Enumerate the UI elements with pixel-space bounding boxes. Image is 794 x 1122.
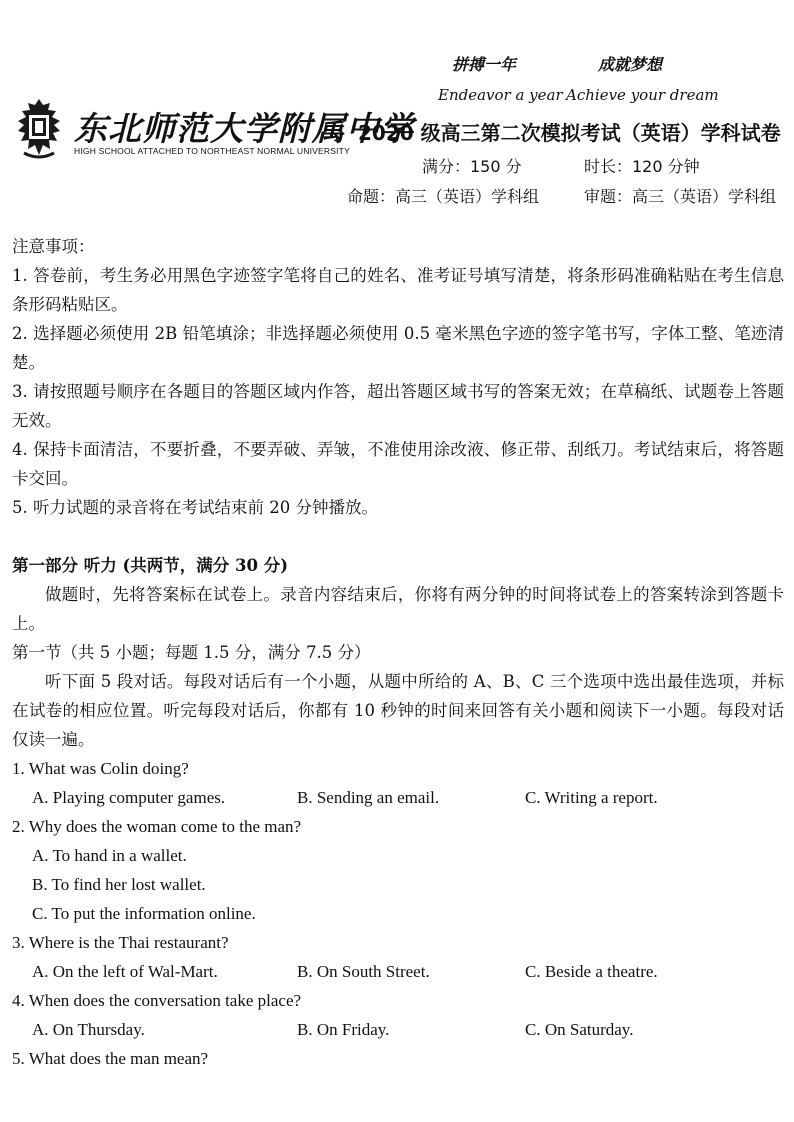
exam-header	[0, 0, 794, 215]
exam-body	[12, 232, 784, 1073]
school-name-cn: 东北师范大学附属中学	[74, 109, 414, 148]
part1-intro: 做题时，先将答案标在试卷上。录音内容结束后，你将有两分钟的时间将试卷上的答案转涂到答题卡上。	[12, 585, 784, 633]
reviewer: 审题：高三（英语）学科组	[584, 187, 777, 206]
question-options	[12, 1015, 784, 1044]
option-a: A. Playing computer games.	[32, 788, 226, 807]
option-b: B. To find her lost wallet.	[32, 875, 206, 894]
section1-intro: 听下面 5 段对话。每段对话后有一个小题，从题中所给的 A、B、C 三个选项中选出最佳选项，并标在试卷的相应位置。听完每段对话后，你都有 10 秒钟的时间来回答有关小题和阅读下一小题。每段对话仅读一遍。	[12, 672, 784, 749]
question-stem: 4. When does the conversation take place?	[12, 991, 302, 1010]
option-c: C. Beside a theatre.	[525, 962, 658, 981]
option-b: B. On Friday.	[297, 1020, 390, 1039]
question-stem: 5. What does the man mean?	[12, 1049, 209, 1068]
section1-heading: 第一节（共 5 小题；每题 1.5 分，满分 7.5 分）	[12, 643, 371, 662]
part1-heading: 第一部分 听力 (共两节，满分 30 分)	[12, 556, 289, 575]
school-name-en: HIGH SCHOOL ATTACHED TO NORTHEAST NORMAL UNIVERSITY	[74, 146, 350, 156]
note-item: 1. 答卷前，考生务必用黑色字迹签字笔将自己的姓名、准考证号填写清楚，将条形码准确粘贴在考生信息条形码粘贴区。	[12, 266, 784, 314]
note-item: 4. 保持卡面清洁，不要折叠，不要弄破、弄皱，不准使用涂改液、修正带、刮纸刀。考试结束后，将答题卡交回。	[12, 440, 784, 488]
option-c: C. To put the information online.	[32, 904, 256, 923]
option-a: A. On Thursday.	[32, 1020, 145, 1039]
spacer	[12, 522, 784, 551]
exam-title: 2020 级高三第二次模拟考试（英语）学科试卷	[358, 121, 781, 145]
question-stem: 3. Where is the Thai restaurant?	[12, 933, 229, 952]
duration: 时长：120 分钟	[584, 157, 700, 176]
question-stem: 2. Why does the woman come to the man?	[12, 817, 302, 836]
question-stem: 1. What was Colin doing?	[12, 759, 189, 778]
question-options	[12, 957, 784, 986]
option-b: B. On South Street.	[297, 962, 430, 981]
motto-right-en: Achieve your dream	[566, 86, 719, 104]
option-a: A. On the left of Wal-Mart.	[32, 962, 218, 981]
option-c: C. Writing a report.	[525, 788, 658, 807]
motto-right-cn: 成就梦想	[598, 55, 663, 74]
notes-heading: 注意事项：	[12, 237, 95, 256]
note-item: 3. 请按照题号顺序在各题目的答题区域内作答，超出答题区域书写的答案无效；在草稿纸、试题卷上答题无效。	[12, 382, 784, 430]
full-score: 满分：150 分	[422, 157, 522, 176]
note-item: 2. 选择题必须使用 2B 铅笔填涂；非选择题必须使用 0.5 毫米黑色字迹的签字笔书写，字体工整、笔迹清楚。	[12, 324, 784, 372]
setter: 命题：高三（英语）学科组	[347, 187, 540, 206]
motto-left-en: Endeavor a year	[438, 86, 563, 104]
option-c: C. On Saturday.	[525, 1020, 634, 1039]
option-b: B. Sending an email.	[297, 788, 440, 807]
option-a: A. To hand in a wallet.	[32, 846, 187, 865]
motto-left-cn: 拼搏一年	[452, 55, 517, 74]
school-crest-icon	[10, 95, 68, 163]
question-options	[12, 783, 784, 812]
note-item: 5. 听力试题的录音将在考试结束前 20 分钟播放。	[12, 498, 378, 517]
